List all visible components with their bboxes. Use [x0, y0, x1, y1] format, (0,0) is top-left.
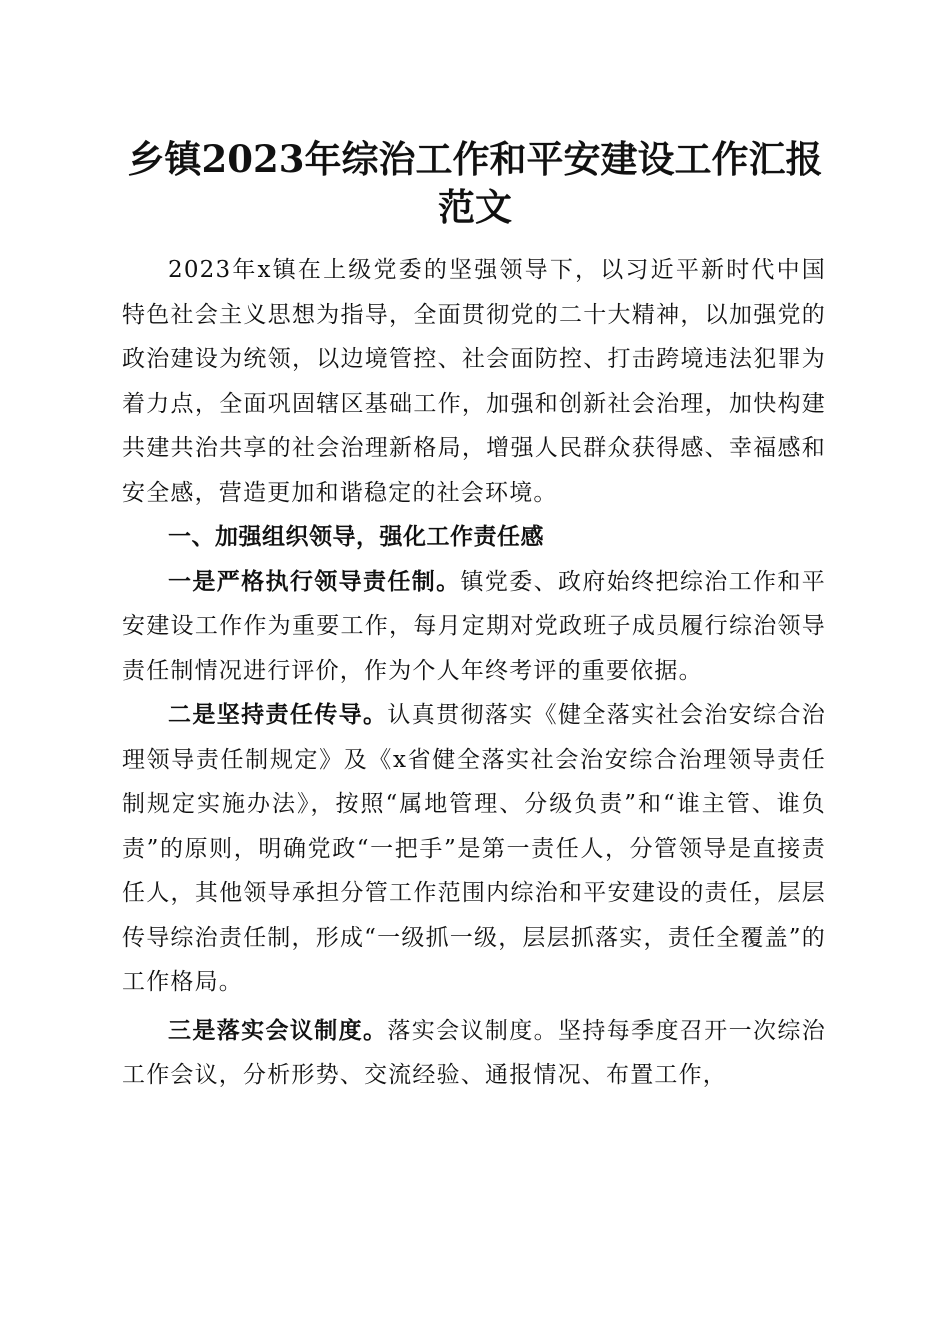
document-title: 乡镇2023年综治工作和平安建设工作汇报范文 — [127, 137, 823, 229]
item-paragraph-1 — [122, 560, 826, 694]
intro-paragraph: 2023年x镇在上级党委的坚强领导下，以习近平新时代中国特色社会主义思想为指导，全面贯彻党的二十大精神，以加强党的政治建设为统领，以边境管控、社会面防控、打击跨境违法犯罪为着力点，全面巩固辖区基础工作，加强和创新社会治理，加快构建共建共治共享的社会治理新格局，增强人民群众获得感、幸福感和安全感，营造更加和谐稳定的社会环境。 — [122, 257, 826, 506]
item-lead-2: 二是坚持责任传导。 — [168, 701, 388, 728]
document-body — [122, 248, 826, 1098]
item-text-2: 认真贯彻落实《健全落实社会治安综合治理领导责任制规定》及《x省健全落实社会治安综合治理领导责任制规定实施办法》，按照“属地管理、分级负责”和“谁主管、谁负责”的原则，明确党政“一把手”是第一责任人，分管领导是直接责任人，其他领导承担分管工作范围内综治和平安建设的责任，层层传导综治责任制，形成“一级抓一级，层层抓落实，责任全覆盖”的工作格局。 — [122, 702, 826, 995]
section-heading-1: 一、加强组织领导，强化工作责任感 — [168, 524, 544, 550]
item-text-1: 镇党委、政府始终把综治工作和平安建设工作作为重要工作，每月定期对党政班子成员履行综治领导责任制情况进行评价，作为个人年终考评的重要依据。 — [122, 568, 827, 684]
item-text-3: 落实会议制度。坚持每季度召开一次综治工作会议，分析形势、交流经验、通报情况、布置工作， — [122, 1017, 826, 1088]
item-paragraph-2 — [122, 693, 826, 1005]
item-lead-3: 三是落实会议制度。 — [168, 1016, 388, 1044]
item-lead-1: 一是严格执行领导责任制。 — [168, 567, 461, 595]
item-paragraph-3 — [122, 1009, 826, 1098]
